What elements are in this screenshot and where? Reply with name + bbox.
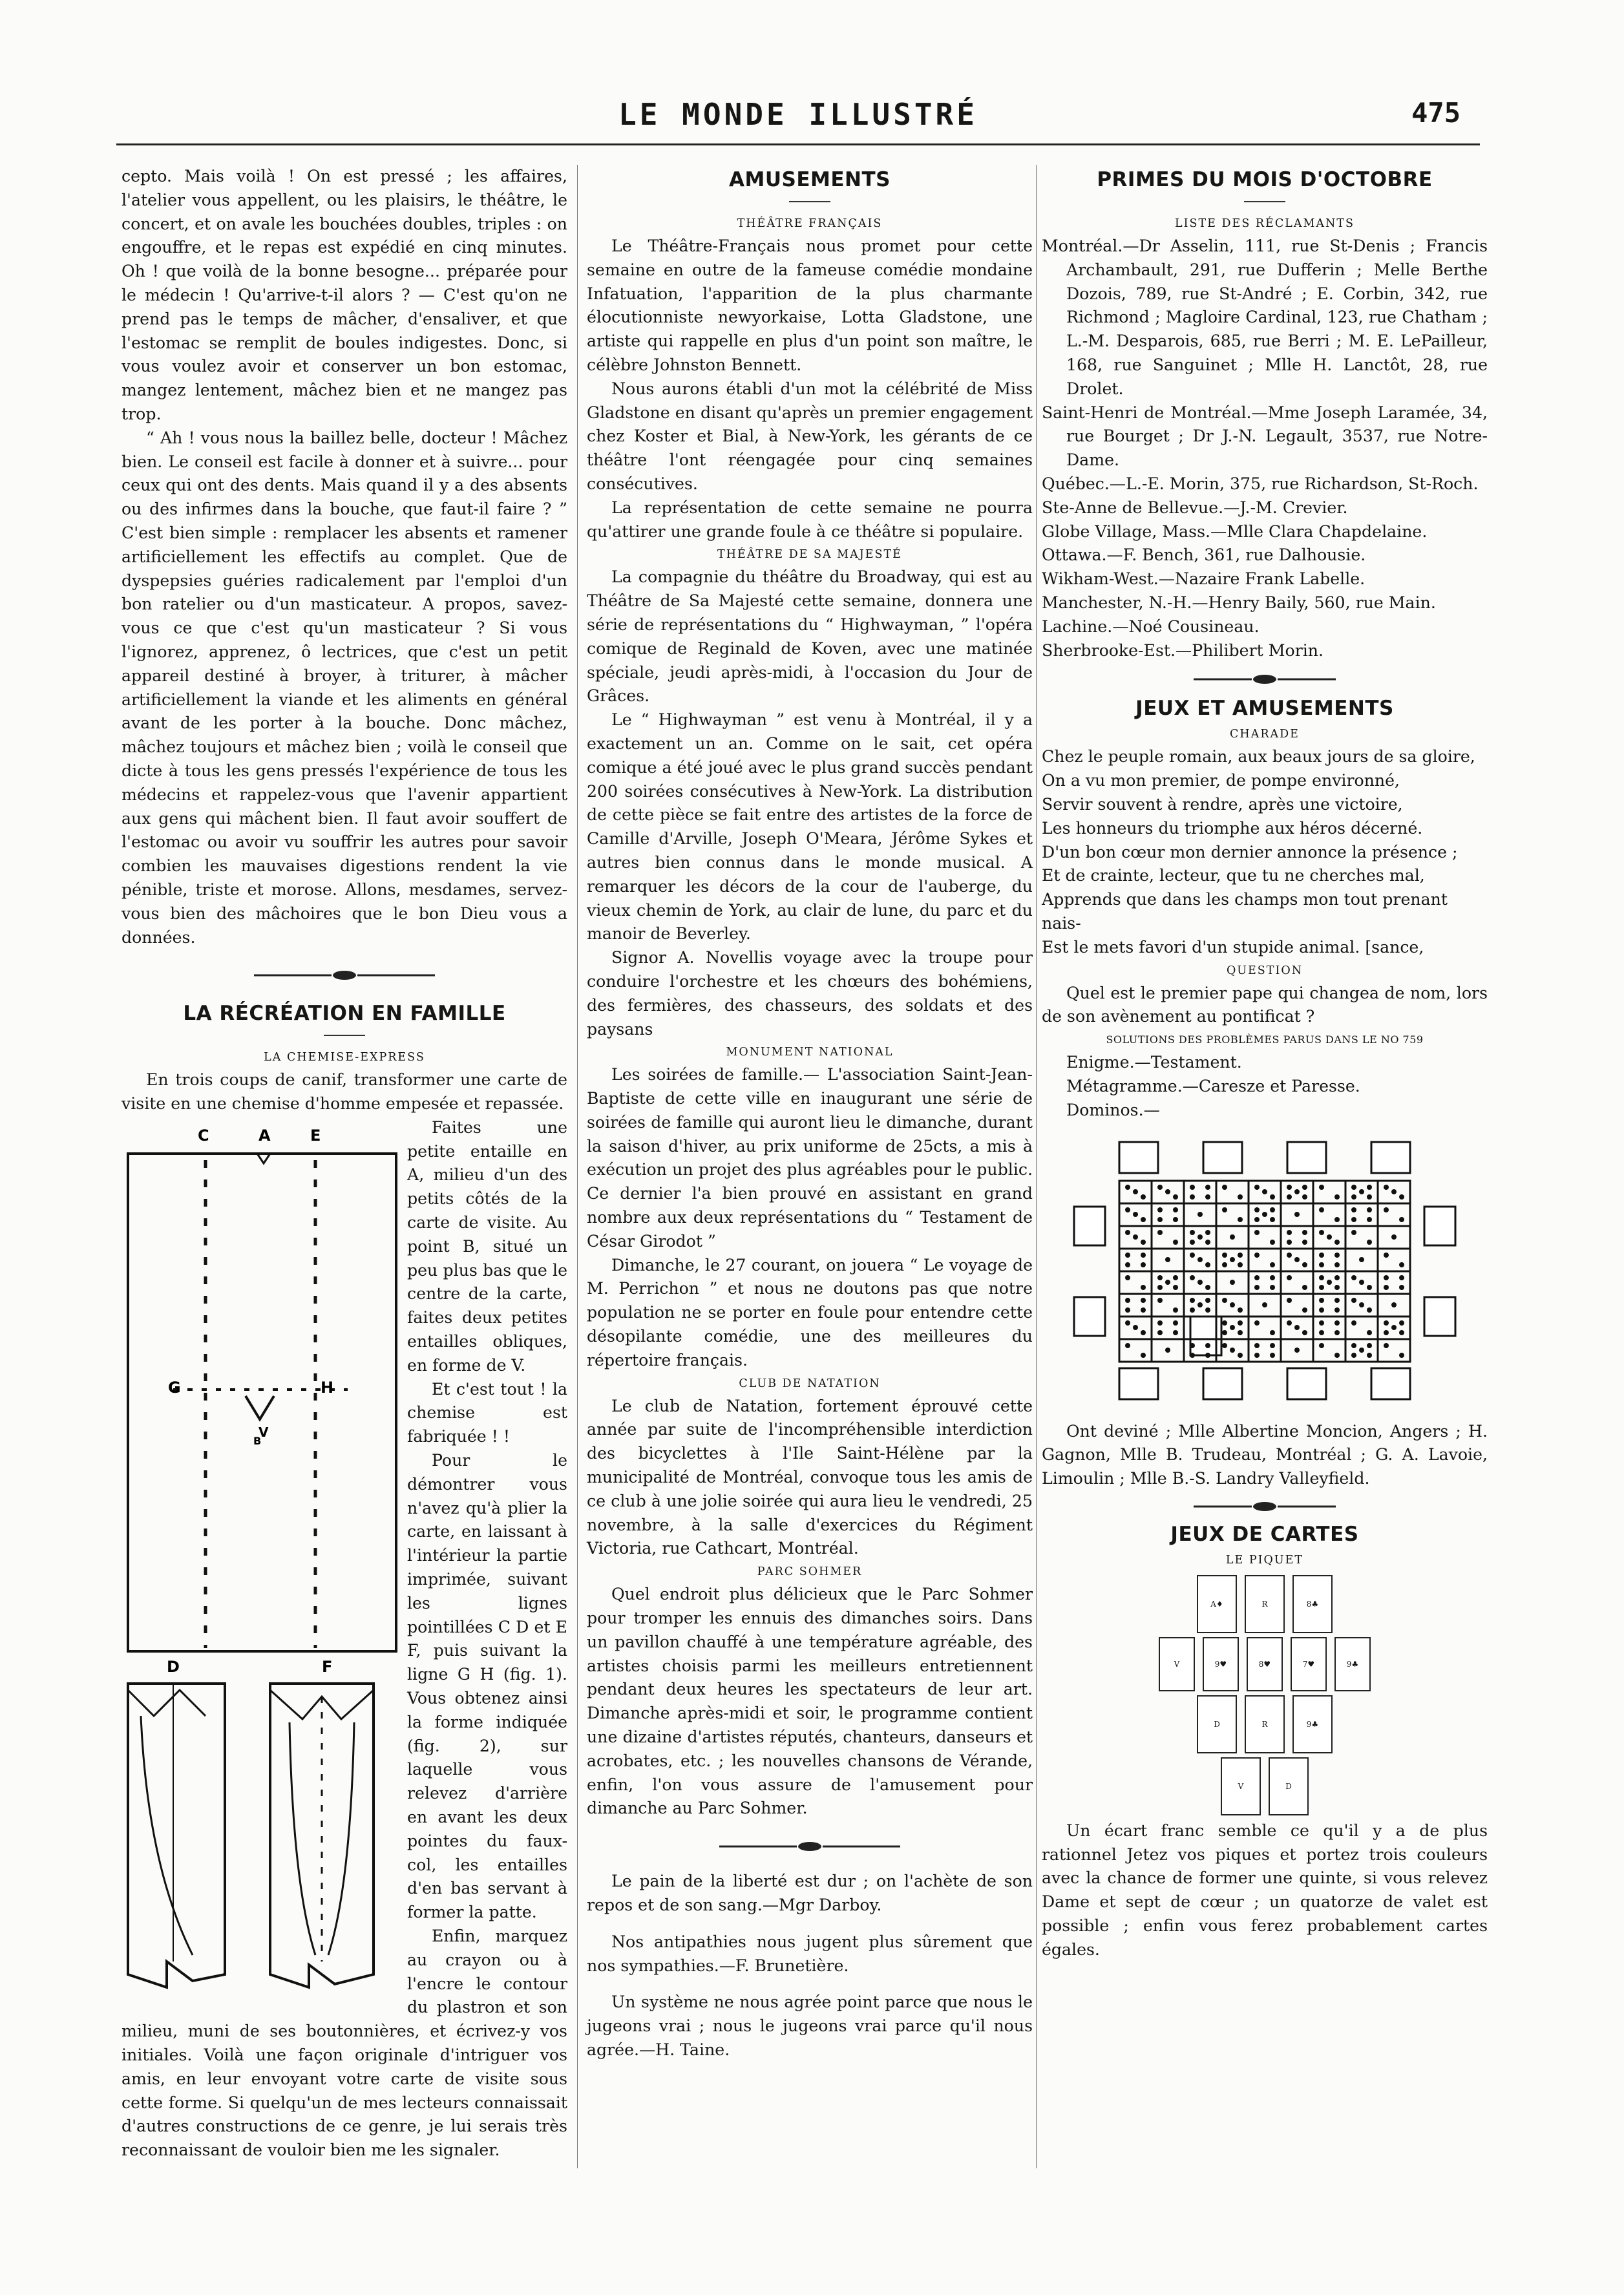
section-subheading: LISTE DES RÉCLAMANTS <box>1174 217 1355 230</box>
list-item: Québec.—L.-E. Morin, 375, rue Richardson, St-Roch. <box>1042 474 1479 493</box>
solution-line: Enigme.—Testament. <box>1066 1053 1242 1072</box>
section-subheading: CLUB DE NATATION <box>739 1377 881 1390</box>
section-subheading: MONUMENT NATIONAL <box>726 1046 894 1059</box>
section-subheading: THÉÂTRE FRANÇAIS <box>737 217 883 230</box>
quotation: Le pain de la liberté est dur ; on l'achète de son repos et de son sang.—Mgr Darboy. <box>587 1872 1033 1914</box>
article-paragraph: “ Ah ! vous nous la baillez belle, docteur ! Mâchez bien. Le conseil est facile à donner et à suivre... pour ceux qui ont des dents. Mais quand il y a des absents ou des infirmes dans la bouche, que faut-il faire ? ” C'est bien simple : remplacer les absents et ramener artificiellement les effectifs au complet. Que de dyspepsies guéries radicalement par l'emploi d'un bon ratelier ou d'un masticateur. A propos, savez-vous ce que c'est qu'un masticateur ? Si vous l'ignorez, apprenez, ô lectrices, que c'est un petit appareil destiné à broyer, à triturer, à mâcher artificiellement la viande et les aliments en général avant de les porter à la bouche. Donc mâchez, mâchez toujours et mâchez bien ; voilà le conseil que dicte à tous les gens pressés l'expérience de tous les médecins et rappelez-vous que l'avenir appartient aux gens qui mâchent bien. Il faut avoir souffert de l'estomac ou avoir vu souffrir les autres pour savoir combien les mauvaises digestions rendent la vie pénible, triste et morose. Allons, mesdames, servez-vous bien des mâchoires que le bon Dieu vous a données. <box>121 428 567 947</box>
domino-grid <box>1042 1123 1488 1420</box>
fig-label: D <box>167 1657 180 1676</box>
column-divider <box>577 165 578 2168</box>
list-item: Saint-Henri de Montréal.—Mme Joseph Laramée, 34, rue Bourget ; Dr J.-N. Legault, 3537, rue Notre-Dame. <box>1042 403 1488 470</box>
list-item: Ottawa.—F. Bench, 361, rue Dalhousie. <box>1042 545 1366 565</box>
list-item: Ste-Anne de Bellevue.—J.-M. Crevier. <box>1042 498 1348 517</box>
article-paragraph: cepto. Mais voilà ! On est pressé ; les affaires, l'atelier vous appellent, ou les plaisirs, le théâtre, le concert, et on avale les bouchées doubles, triples : on engouffre, et le repas est expédié en cinq minutes. Oh ! que voilà de la bonne besogne... préparée pour le médecin ! Qu'arrive-t-il alors ? — C'est qu'on ne prend pas le temps de mâcher, d'ensaliver, et que l'estomac se remplit de boules indigestes. Donc, si vous voulez avoir et conserver un bon estomac, mangez lentement, mâchez bien et ne mangez pas trop. <box>121 167 567 423</box>
fig-label: E <box>310 1126 321 1145</box>
list-item: Manchester, N.-H.—Henry Baily, 560, rue Main. <box>1042 593 1436 612</box>
playing-card: R <box>1245 1695 1285 1753</box>
charade-poem <box>1042 745 1488 959</box>
article-paragraph: Faites une petite entaille en A, milieu d'un des petits côtés de la carte de visite. Au point B, situé un peu plus bas que le centre de la carte, faites deux petites entailles obliques, en forme de V. <box>407 1117 567 1375</box>
fig-label: V <box>258 1424 269 1440</box>
section-subheading: QUESTION <box>1226 964 1303 977</box>
section-subheading: LE PIQUET <box>1225 1553 1304 1567</box>
masthead-title: LE MONDE ILLUSTRÉ <box>618 97 978 132</box>
poem-line: Et de crainte, lecteur, que tu ne cherches mal, <box>1042 866 1425 885</box>
fig-label: A <box>258 1126 271 1145</box>
list-item: Sherbrooke-Est.—Philibert Morin. <box>1042 640 1324 660</box>
section-subheading: SOLUTIONS DES PROBLÈMES PARUS DANS LE NO 759 <box>1106 1033 1424 1046</box>
claimants-list <box>1042 235 1488 662</box>
list-item: Wikham-West.—Nazaire Frank Labelle. <box>1042 569 1366 589</box>
article-paragraph: Signor A. Novellis voyage avec la troupe pour conduire l'orchestre et les chœurs des bohémiens, des fermières, des chasseurs, des soldats et des paysans <box>587 948 1033 1039</box>
article-paragraph: Dimanche, le 27 courant, on jouera “ Le voyage de M. Perrichon ” et nous ne doutons pas que notre population ne se porter en foule pour entendre cette désopilante comédie, une des meilleures du répertoire français. <box>587 1255 1033 1370</box>
heading-rule <box>1244 201 1285 202</box>
list-item: Montréal.—Dr Asselin, 111, rue St-Denis ; Francis Archambault, 291, rue Dufferin ; Melle Berthe Dozois, 789, rue St-André ; E. Corbin, 342, rue Richmond ; Magloire Cardinal, 123, rue Chatham ; L.-M. Desparois, 685, rue Berri ; M. E. LePailleur, 168, rue Sanguinet ; Mlle H. Lanctôt, 28, rue Drolet. <box>1042 237 1488 398</box>
poem-line: Les honneurs du triomphe aux héros décerné. <box>1042 818 1423 838</box>
playing-card: R <box>1245 1575 1285 1633</box>
card-folding-figure <box>121 1121 399 1997</box>
ornament-divider <box>587 1837 1033 1853</box>
ornament-divider <box>121 966 567 982</box>
playing-card: D <box>1197 1695 1237 1753</box>
playing-card: 8♥ <box>1247 1637 1283 1691</box>
solution-line: Dominos.— <box>1066 1100 1160 1119</box>
quotation: Un système ne nous agrée point parce que nous le jugeons vrai ; nous le jugeons vrai parce qu'il nous agrée.—H. Taine. <box>587 1993 1033 2059</box>
poem-line: Chez le peuple romain, aux beaux jours de sa gloire, <box>1042 747 1475 767</box>
poem-line: Est le mets favori d'un stupide animal. [sance, <box>1042 937 1424 957</box>
fig-label: F <box>322 1657 333 1676</box>
poem-line: Apprends que dans les champs mon tout prenant nais- <box>1042 890 1448 933</box>
section-heading: PRIMES DU MOIS D'OCTOBRE <box>1097 168 1433 191</box>
article-paragraph: Et c'est tout ! la chemise est fabriquée ! ! <box>407 1379 567 1446</box>
article-paragraph: Un écart franc semble ce qu'il y a de plus rationnel Jetez vos piques et portez trois couleurs avec la chance de former une quinte, si vous relevez Dame et sept de cœur ; un quatorze de valet est possible ; enfin vous ferez probablement cartes égales. <box>1042 1821 1488 1959</box>
article-paragraph: La représentation de cette semaine ne pourra qu'attirer une grande foule à ce théâtre si populaire. <box>587 498 1033 541</box>
poem-line: D'un bon cœur mon dernier annonce la présence ; <box>1042 842 1458 862</box>
list-item: Globe Village, Mass.—Mlle Clara Chapdelaine. <box>1042 522 1428 541</box>
column-divider <box>1036 165 1037 2168</box>
article-paragraph: Pour le démontrer vous n'avez qu'à plier la carte, en laissant à l'intérieur la partie imprimée, suivant les lignes pointillées C D et E F, puis suivant la ligne G H (fig. 1). Vous obtenez ainsi la forme indiquée (fig. 2), sur laquelle vous relevez d'arrière en avant les deux pointes du faux-col, les entailles d'en bas servant à former la patte. <box>407 1451 567 1922</box>
fig-label: C <box>198 1126 209 1145</box>
page-header <box>116 97 1480 142</box>
page-number: 475 <box>1411 97 1461 129</box>
column-right <box>1042 165 1488 1962</box>
playing-cards <box>1042 1575 1488 1815</box>
section-heading: JEUX DE CARTES <box>1170 1522 1359 1546</box>
list-item: Lachine.—Noé Cousineau. <box>1042 617 1260 636</box>
article-paragraph: Les soirées de famille.— L'association Saint-Jean-Baptiste de cette ville en inaugurant une série de soirées de famille qui auront lieu le dimanche, durant la saison d'hiver, au prix uniforme de 25cts, a mis à exécution un projet des plus agréables pour le public. Ce dernier l'a bien prouvé en assistant en grand nombre aux deux représentations du “ Testament de César Girodot ” <box>587 1065 1033 1251</box>
column-left <box>121 165 567 2163</box>
playing-card: 9♣ <box>1334 1637 1371 1691</box>
section-subheading: PARC SOHMER <box>757 1565 863 1579</box>
header-rule <box>116 143 1480 145</box>
article-paragraph: Le Théâtre-Français nous promet pour cette semaine en outre de la fameuse comédie mondaine Infatuation, l'apparition de la plus charmante élocutionniste newyorkaise, Lotta Gladstone, une artiste qui rappelle en plus d'un point son maître, le célèbre Johnston Bennett. <box>587 237 1033 374</box>
section-subheading: LA CHEMISE-EXPRESS <box>264 1051 425 1064</box>
playing-card: V <box>1221 1757 1261 1815</box>
heading-rule <box>789 201 830 202</box>
winners-list: Ont deviné ; Mlle Albertine Moncion, Angers ; H. Gagnon, Mlle B. Trudeau, Montréal ; G. A. Lavoie, Limoulin ; Mlle B.-S. Landry Valleyfield. <box>1042 1421 1488 1488</box>
quotation: Nos antipathies nous jugent plus sûrement que nos sympathies.—F. Brunetière. <box>587 1932 1033 1975</box>
ornament-divider <box>1042 1497 1488 1513</box>
section-heading: AMUSEMENTS <box>729 168 891 191</box>
poem-line: Servir souvent à rendre, après une victoire, <box>1042 794 1403 814</box>
ornament-divider <box>1042 670 1488 686</box>
section-heading: JEUX ET AMUSEMENTS <box>1135 697 1394 721</box>
heading-rule <box>324 1035 365 1036</box>
section-subheading: CHARADE <box>1230 728 1300 741</box>
playing-card: D <box>1269 1757 1309 1815</box>
fig-label: G <box>168 1378 181 1397</box>
section-heading: LA RÉCRÉATION EN FAMILLE <box>183 1002 506 1026</box>
poem-line: On a vu mon premier, de pompe environné, <box>1042 771 1400 790</box>
article-paragraph: Le club de Natation, fortement éprouvé cette année par suite de l'incompréhensible interdiction des bicyclettes à l'Ile Saint-Hélène par la municipalité de Montréal, convoque tous les amis de ce club à une jolie soirée qui aura lieu le vendredi, 25 novembre, à la salle d'exercices du Régiment Victoria, rue Cathcart, Montréal. <box>587 1396 1033 1558</box>
article-paragraph: Le “ Highwayman ” est venu à Montréal, il y a exactement un an. Comme on le sait, cet opéra comique a été joué avec le plus grand succès pendant 200 soirées consécutives à New-York. La distribution de cette pièce se fait entre des artistes de la force de Camille d'Arville, Joseph O'Meara, Jérôme Sykes et autres bien connus dans le monde musical. A remarquer les décors de la cour de l'auberge, du vieux chemin de York, au clair de lune, du parc et du manoir de Beverley. <box>587 710 1033 944</box>
fig-label: B <box>253 1434 262 1447</box>
column-middle <box>587 165 1033 2062</box>
playing-card: 8♣ <box>1292 1575 1333 1633</box>
playing-card: A♦ <box>1197 1575 1237 1633</box>
article-paragraph: La compagnie du théâtre du Broadway, qui est au Théâtre de Sa Majesté cette semaine, donnera une série de représentations du “ Highwayman, ” l'opéra comique de Reginald de Koven, avec une matinée spéciale, jeudi après-midi, à l'occasion du Jour de Grâces. <box>587 567 1033 706</box>
playing-card: V <box>1159 1637 1195 1691</box>
solution-line: Métagramme.—Caresze et Paresse. <box>1066 1076 1360 1095</box>
article-paragraph: Enfin, marquez au crayon ou à l'encre le contour du plastron et son milieu, muni de ses boutonnières, et écrivez-y vos initiales. Voilà une façon originale d'intriguer vos amis, en leur envoyant votre carte de visite sous cette forme. Si quelqu'un de mes lecteurs connaissait d'autres constructions de ce genre, je lui serais très reconnaissant de vouloir bien me les signaler. <box>121 1926 567 2160</box>
article-paragraph: Quel endroit plus délicieux que le Parc Sohmer pour tromper les ennuis des dimanches soirs. Dans un pavillon chauffé à une température agréable, des artistes choisis parmi les meilleurs entretiennent pendant deux heures les spectateurs de leur art. Dimanche après-midi et soir, le programme contient une dizaine d'artistes réputés, chanteurs, danseurs et acrobates, etc. ; les nouvelles chansons de Vérande, enfin, l'on vous assure de l'amusement pour dimanche au Parc Sohmer. <box>587 1585 1033 1818</box>
playing-card: 9♣ <box>1292 1695 1333 1753</box>
question-text: Quel est le premier pape qui changea de nom, lors de son avènement au pontificat ? <box>1042 983 1488 1026</box>
playing-card: 9♥ <box>1203 1637 1239 1691</box>
article-paragraph: Nous aurons établi d'un mot la célébrité de Miss Gladstone en disant qu'après un premier engagement chez Koster et Bial, à New-York, les gérants de ce théâtre l'ont réengagée pour cinq semaines consécutives. <box>587 379 1033 493</box>
playing-card: 7♥ <box>1291 1637 1327 1691</box>
fig-label: H <box>321 1378 334 1397</box>
section-subheading: THÉÂTRE DE SA MAJESTÉ <box>717 548 902 562</box>
article-paragraph: En trois coups de canif, transformer une carte de visite en une chemise d'homme empesée et repassée. <box>121 1070 567 1114</box>
